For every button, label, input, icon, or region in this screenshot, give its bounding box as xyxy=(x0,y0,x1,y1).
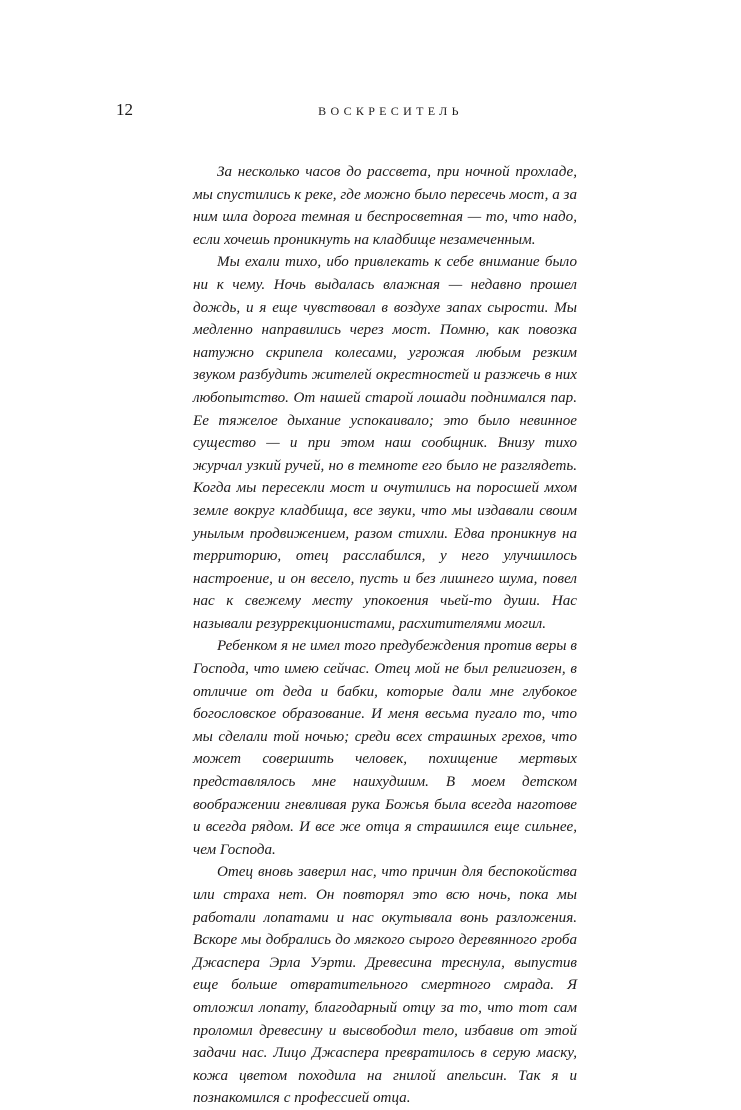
body-text xyxy=(193,161,577,1110)
paragraph-4: Отец вновь заверил нас, что причин для беспокойства или страха нет. Он повторял это всю ночь, пока мы работали лопатами и нас окутывала вонь разложения. Вскоре мы добрались до мягкого сырого деревянного гроба Джаспера Эрла Уэрти. Древесина треснула, выпустив еще больше отвратительного смертного смрада. Я отложил лопату, благодарный отцу за то, что тот сам проломил древесину и высвободил тело, избавив от этой задачи нас. Лицо Джаспера превратилось в серую маску, кожа цветом походила на гнилой апельсин. Так я и познакомился с профессией отца. xyxy=(193,864,577,1107)
paragraph-2: Мы ехали тихо, ибо привлекать к себе внимание было ни к чему. Ночь выдалась влажная — недавно прошел дождь, и я еще чувствовал в воздухе запах сырости. Мы медленно направились через мост. Помню, как повозка натужно скрипела колесами, угрожая любым резким звуком разбудить жителей окрестностей и разжечь в них любопытство. От нашей старой лошади поднимался пар. Ее тяжелое дыхание успокаивало; это было невинное существо — и при этом наш сообщник. Внизу тихо журчал узкий ручей, но в темноте его было не разглядеть. Когда мы пересекли мост и очутились на поросшей мхом земле вокруг кладбища, все звуки, что мы издавали своим унылым продвижением, разом стихли. Едва проникнув на территорию, отец расслабился, у него улучшилось настроение, и он весело, пусть и без лишнего шума, повел нас к свежему месту упокоения чьей-то души. Нас называли резуррекционистами, расхитителями могил. xyxy=(193,254,577,632)
page-number: 12 xyxy=(116,100,133,119)
paragraph-3: Ребенком я не имел того предубеждения против веры в Господа, что имею сейчас. Отец мой не был религиозен, в отличие от деда и бабки, которые дали мне глубокое богословское образование. И меня весьма пугало то, что мы сделали той ночью; среди всех страшных грехов, что может совершить человек, похищение мертвых представлялось мне наихудшим. В моем детском воображении гневливая рука Божья была всегда наготове и всегда рядом. И все же отца я страшился еще сильнее, чем Господа. xyxy=(193,638,577,858)
running-header: ВОСКРЕСИТЕЛЬ xyxy=(318,104,463,118)
paragraph-1: За несколько часов до рассвета, при ночной прохладе, мы спустились к реке, где можно было пересечь мост, а за ним шла дорога темная и беспросветная — то, что надо, если хочешь проникнуть на кладбище незамеченным. xyxy=(193,164,577,248)
